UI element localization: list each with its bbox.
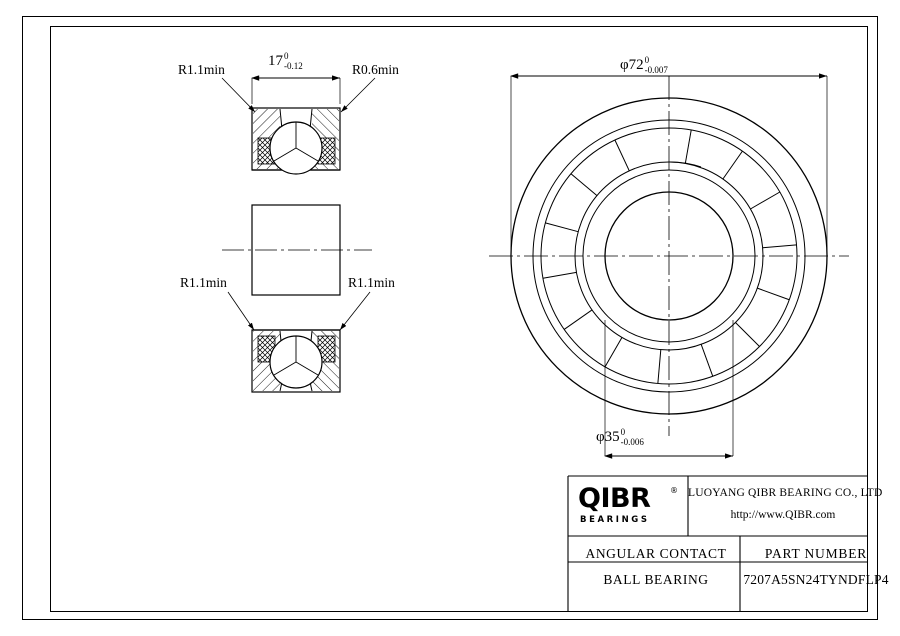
bearing-type-line-1: ANGULAR CONTACT — [585, 546, 727, 561]
dimension-width — [268, 52, 303, 71]
company-name: LUOYANG QIBR BEARING CO., LTD — [688, 487, 883, 499]
dimension-width-upper: 0 — [284, 51, 289, 61]
dimension-od-lower: -0.007 — [644, 64, 668, 75]
dimension-inner-diameter — [596, 428, 644, 447]
label-chamfer-top-left: R1.1min — [178, 62, 225, 77]
part-number-label: PART NUMBER — [764, 546, 868, 561]
company-website: http://www.QIBR.com — [730, 509, 836, 521]
dimension-id-upper: 0 — [620, 427, 626, 437]
part-number-value: 7207A5SN24TYNDFLP4 — [743, 572, 889, 587]
qibr-logo — [578, 484, 684, 530]
label-chamfer-top-right: R0.6min — [352, 62, 399, 77]
dimension-width-value: 17 — [268, 53, 283, 70]
bearing-type-line-2: BALL BEARING — [603, 572, 709, 587]
logo-tagline: BEARINGS — [580, 515, 650, 525]
registered-trademark-icon: ® — [670, 486, 678, 495]
dimension-id-lower: -0.006 — [620, 436, 644, 447]
dimension-id-value: φ35 — [596, 429, 620, 446]
logo-wordmark: QIBR — [578, 483, 651, 514]
dimension-od-upper: 0 — [644, 55, 650, 65]
dimension-width-lower: -0.12 — [284, 60, 303, 71]
label-chamfer-bottom-left: R1.1min — [180, 275, 227, 290]
dimension-od-value: φ72 — [620, 57, 644, 74]
section-view-left — [222, 78, 375, 392]
label-chamfer-bottom-right: R1.1min — [348, 275, 395, 290]
dimension-outer-diameter — [620, 56, 668, 75]
front-view-right — [489, 76, 849, 456]
